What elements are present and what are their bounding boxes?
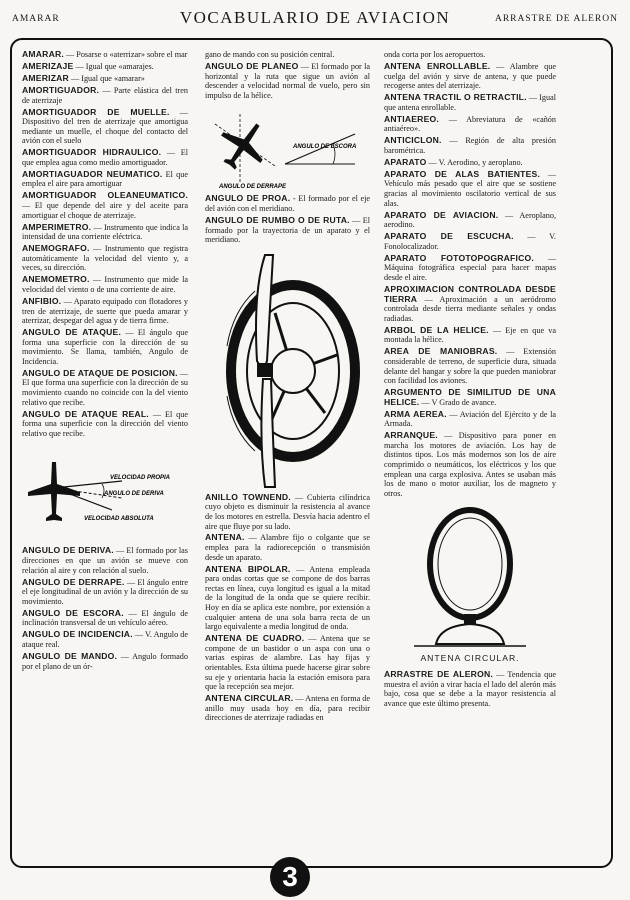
glossary-entry xyxy=(384,50,556,60)
glossary-definition: gano de mando con su posición central. xyxy=(205,50,335,59)
glossary-definition: — Eje en que va montada la hélice. xyxy=(384,325,556,345)
glossary-entry xyxy=(22,244,188,273)
glossary-definition: — El que forma una superficie con la dirección del viento relativo que recibe. xyxy=(22,409,188,438)
label-velocidad-propia: VELOCIDAD PROPIA xyxy=(110,475,171,482)
glossary-term: AMORTIAGUADOR NEUMATICO. xyxy=(22,168,163,179)
glossary-entry xyxy=(384,136,556,155)
glossary-entry xyxy=(384,232,556,251)
page-title: VOCABULARIO DE AVIACION xyxy=(179,8,451,27)
glossary-term: ANGULO DE ATAQUE. xyxy=(22,327,122,338)
glossary-definition: - El formado por el eje del avión con el meridiano. xyxy=(205,194,370,213)
glossary-entry xyxy=(384,347,556,385)
anillo-townend-figure xyxy=(205,251,370,489)
glossary-term: APARATO DE ALAS BATIENTES. xyxy=(384,168,541,179)
townend-ring-illustration xyxy=(205,251,370,489)
glossary-entry xyxy=(22,50,188,60)
glossary-term: ANGULO DE DERIVA. xyxy=(22,545,114,556)
glossary-entry xyxy=(22,275,188,294)
glossary-term: AMORTIGUADOR HIDRAULICO. xyxy=(22,147,162,158)
glossary-entry xyxy=(22,578,188,607)
glossary-definition: — V. Fonolocalizador. xyxy=(384,232,556,251)
glossary-entry xyxy=(22,223,188,242)
glossary-term: ANTENA ENROLLABLE. xyxy=(384,60,491,71)
glossary-term: ANTENA BIPOLAR. xyxy=(205,563,291,574)
glossary-term: ANGULO DE PLANEO xyxy=(205,60,299,71)
glossary-entry xyxy=(205,493,370,531)
glossary-entry xyxy=(205,694,370,723)
glossary-definition: — Tendencia que muestra el avión a virar hacia el lado del alerón más bajo, cosa que se debe a la mayor resistencia al avance que este último presenta. xyxy=(384,669,556,708)
glossary-definition: — El formado por la horizontal y la ruta que sigue un avión al descender a velocidad normal de vuelo, pero sin impulso de la hélice. xyxy=(205,61,370,100)
column-2 xyxy=(205,50,370,725)
glossary-definition: — Región de alta presión barométrica. xyxy=(384,136,556,155)
glossary-entry xyxy=(22,609,188,628)
glossary-term: AMORTIGUADOR. xyxy=(22,84,100,95)
glossary-entry xyxy=(205,194,370,213)
glossary-definition: — Alambre fijo o colgante que se emplea para la radiorecepción o transmisión desde un aparato. xyxy=(205,533,370,562)
glossary-term: ANEMOMETRO. xyxy=(22,274,90,285)
glossary-entry xyxy=(384,326,556,345)
escora-figure xyxy=(205,104,370,190)
glossary-term: ANTENA. xyxy=(205,532,245,543)
glossary-term: AMORTIGUADOR DE MUELLE. xyxy=(22,106,170,117)
glossary-definition: — Alambre que cuelga del avión y sirve de antena, y que puede recogerse antes del aterrizaje. xyxy=(384,61,556,91)
page-header xyxy=(6,8,624,30)
glossary-term: ARMA AEREA. xyxy=(384,408,447,419)
glossary-term: ANTIAEREO. xyxy=(384,113,439,124)
glossary-entry xyxy=(205,62,370,100)
glossary-term: ARRANQUE. xyxy=(384,430,438,441)
glossary-definition: — El ángulo que forma una superficie con la dirección de su movimiento. Se llama, también, Angulo de Incidencia. xyxy=(22,328,188,366)
label-velocidad-absoluta: VELOCIDAD ABSOLUTA xyxy=(84,516,154,523)
glossary-term: AREA DE MANIOBRAS. xyxy=(384,346,498,357)
glossary-definition: — Instrumento que registra automáticamente la velocidad del viento y, a veces, su dirección. xyxy=(22,244,188,273)
glossary-definition: — El formado por las direcciones en que un avión se mueve con relación al aire y con relación al suelo. xyxy=(22,546,188,575)
label-angulo-escora: ANGULO DE ESCORA xyxy=(293,144,357,151)
glossary-entry xyxy=(384,254,556,283)
glossary-entry xyxy=(22,191,188,220)
glossary-definition: — V. Aerodino, y aeroplano. xyxy=(426,157,523,167)
glossary-term: ANEMOGRAFO. xyxy=(22,243,90,254)
glossary-entry xyxy=(384,211,556,230)
glossary-definition: — Dispositivo para poner en marcha los motores de aviación. Los hay de distintos tipos. Los más modernos son los de aire comprimido o neumáticos, los eléctricos y los que emplean una carga explosiva. Antes se usaban más los de mano o motor auxiliar, los de magneto y otros. xyxy=(384,431,556,498)
glossary-entry xyxy=(205,565,370,632)
glossary-entry xyxy=(22,328,188,366)
glossary-definition: — Dispositivo del tren de aterrizaje que amortigua mediante un muelle, el choque del contacto del avión con el suelo xyxy=(22,107,188,146)
glossary-term: ANILLO TOWNEND. xyxy=(205,491,291,502)
glossary-term: ANGULO DE ATAQUE DE POSICION. xyxy=(22,367,178,378)
glossary-term: AMARAR. xyxy=(22,49,64,59)
glossary-definition: onda corta por los aeropuertos. xyxy=(384,50,486,59)
plane-deriva-illustration xyxy=(22,448,188,540)
glossary-definition: — Máquina fotográfica especial para hacer mapas desde el aire. xyxy=(384,253,556,282)
deriva-figure xyxy=(22,448,188,540)
glossary-entry xyxy=(384,388,556,407)
glossary-entry xyxy=(22,369,188,407)
glossary-definition: — El formado por la trayectoria de un aparato y el meridiano. xyxy=(205,215,370,245)
glossary-term: AMERIZAR xyxy=(22,72,69,83)
glossary-definition: — Aparato equipado con flotadores y tren de aterrizaje, de suerte que pueda amarar y aterrizar, despegar del agua y de tierra firme. xyxy=(22,296,188,326)
glossary-entry xyxy=(22,86,188,105)
header-left-word: AMARAR xyxy=(12,14,60,24)
glossary-term: ARBOL DE LA HELICE. xyxy=(384,324,489,335)
glossary-entry xyxy=(205,634,370,692)
glossary-definition: — Aviación del Ejército y de la Armada. xyxy=(384,409,556,429)
glossary-definition: — El que forma una superficie con la dirección de su movimiento cuando no coincide con la del viento relativo que recibe. xyxy=(22,368,189,407)
glossary-term: ANGULO DE ESCORA. xyxy=(22,607,124,618)
glossary-entry xyxy=(22,630,188,649)
glossary-entry xyxy=(384,115,556,134)
glossary-term: APARATO DE ESCUCHA. xyxy=(384,231,514,242)
glossary-term: AMORTIGUADOR OLEANEUMATICO. xyxy=(22,190,188,201)
glossary-definition: — Vehículo más pesado que el aire que se sostiene gracias al movimiento oscilatorio vertical de sus alas. xyxy=(384,169,556,208)
column-1 xyxy=(22,50,188,674)
page-number: 3 xyxy=(270,857,310,897)
glossary-entry xyxy=(22,170,188,189)
glossary-entry xyxy=(384,170,556,208)
glossary-definition: — V. Angulo de ataque real. xyxy=(22,630,189,649)
glossary-definition: — Instrumento que mide la velocidad del viento o de una corriente de aire. xyxy=(22,275,188,294)
glossary-term: ANGULO DE DERRAPE. xyxy=(22,576,125,587)
glossary-entry xyxy=(22,297,188,326)
glossary-definition: El que emplea el aire para amortiguar xyxy=(22,169,188,189)
antena-circular-caption: ANTENA CIRCULAR. xyxy=(420,653,520,664)
glossary-term: ANTENA TRACTIL O RETRACTIL. xyxy=(384,92,527,103)
glossary-definition: — El que depende del aire y del aceite para amortiguar el choque de aterrizaje. xyxy=(22,201,188,220)
glossary-entry xyxy=(22,546,188,575)
glossary-definition: — Angulo formado por el plano de un ór- xyxy=(22,651,188,671)
glossary-entry xyxy=(22,62,188,72)
glossary-entry xyxy=(384,410,556,429)
glossary-entry xyxy=(22,410,188,439)
glossary-entry xyxy=(384,285,556,323)
header-right-word: ARRASTRE DE ALERON xyxy=(494,14,618,24)
glossary-definition: — V Grado de avance. xyxy=(419,397,497,407)
glossary-term: ANTICICLON. xyxy=(384,135,442,146)
glossary-entry xyxy=(205,533,370,562)
glossary-entry xyxy=(384,670,556,708)
label-angulo-derrape: ANGULO DE DERRAPE xyxy=(219,184,287,191)
glossary-definition: — El ángulo entre el eje longitudinal de un avión y la dirección de su movimiento. xyxy=(22,577,188,606)
glossary-term: ANTENA DE CUADRO. xyxy=(205,633,305,644)
glossary-definition: — El que emplea agua como medio amortiguador. xyxy=(22,148,188,167)
glossary-definition: — Extensión considerable de terreno, de superficie dura, situada delante del hangar y sobre la que pueden maniobrar con facilidad los aviones. xyxy=(384,347,556,386)
glossary-term: AMPERIMETRO. xyxy=(22,221,92,232)
glossary-entry xyxy=(22,652,188,671)
glossary-entry xyxy=(384,158,556,168)
glossary-entry xyxy=(384,93,556,112)
glossary-entry xyxy=(22,148,188,167)
glossary-term: APROXIMACION CONTROLADA DESDE TIERRA xyxy=(384,283,556,304)
glossary-definition: — Aproximación a un aeródromo controlada desde tierra mediante señales y ondas radiadas. xyxy=(384,294,556,323)
glossary-term: ANGULO DE PROA. xyxy=(205,193,291,204)
glossary-entry xyxy=(205,50,370,60)
glossary-definition: — El ángulo de inclinación transversal de un vehículo aéreo. xyxy=(22,608,188,628)
glossary-definition: — Antena que se compone de un bastidor o un aspa con una o varias espiras de alambre. Las hay fijas y orientables. Esta última puede hacerse girar sobre su eje y orientaria hacia la estación emisora para que la recepción sea mejor. xyxy=(205,634,370,692)
glossary-term: AMERIZAJE xyxy=(22,60,74,71)
glossary-term: ANGULO DE RUMBO O DE RUTA. xyxy=(205,214,350,225)
glossary-term: ARGUMENTO DE SIMILITUD DE UNA HELICE. xyxy=(384,387,556,407)
glossary-definition: — Antena en forma de anillo muy usada hoy en día, para recibir direcciones de aterrizaje radiadas en xyxy=(205,694,370,723)
glossary-definition: — Instrumento que indica la intensidad de una corriente eléctrica. xyxy=(22,222,188,242)
glossary-term: APARATO FOTOTOPOGRAFICO. xyxy=(384,252,534,263)
column-3 xyxy=(384,50,556,711)
glossary-definition: — Igual que «amarar» xyxy=(68,73,145,83)
antena-circular-figure xyxy=(384,506,556,652)
glossary-entry xyxy=(205,216,370,245)
glossary-term: APARATO xyxy=(384,156,427,167)
glossary-entry xyxy=(384,62,556,91)
glossary-term: ANGULO DE ATAQUE REAL. xyxy=(22,408,149,419)
glossary-definition: — Igual que antena enrollable. xyxy=(384,93,556,112)
glossary-entry xyxy=(22,74,188,84)
glossary-term: APARATO DE AVIACION. xyxy=(384,209,499,220)
glossary-entry xyxy=(384,431,556,498)
glossary-definition: — Parte elástica del tren de aterrizaje xyxy=(22,85,188,105)
glossary-definition: — Antena empleada para ondas cortas que se compone de dos barras rectas en línea, cuya longitud es igual a la mitad de la longitud de la onda que se quiere recibir. Hoy en día se aplica este nombre, por extensión a cualquier antena de una sola barra recta de un largo equivalente a media longitud de onda. xyxy=(205,564,370,632)
circular-antenna-illustration xyxy=(384,506,556,652)
glossary-term: ANFIBIO. xyxy=(22,295,62,306)
plane-escora-illustration xyxy=(205,104,370,190)
glossary-definition: — Posarse o «aterrizar» sobre el mar xyxy=(63,50,188,59)
glossary-entry xyxy=(22,108,188,146)
glossary-definition: — Igual que «amarajes. xyxy=(73,61,154,71)
glossary-term: ARRASTRE DE ALERON. xyxy=(384,668,493,679)
label-angulo-deriva: ANGULO DE DERIVA xyxy=(104,491,164,498)
glossary-term: ANGULO DE INCIDENCIA. xyxy=(22,629,133,640)
glossary-term: ANGULO DE MANDO. xyxy=(22,650,118,661)
glossary-definition: — Abreviatura de «cañón antiaéreo». xyxy=(384,114,556,134)
glossary-term: ANTENA CIRCULAR. xyxy=(205,693,294,704)
glossary-definition: — Cubierta cilíndrica cuyo objeto es disminuir la resistencia al avance de los motores en estrella. Desvía hacia adentro el aire que fluye por su lado. xyxy=(205,492,370,531)
glossary-definition: — Aeroplano, aerodino. xyxy=(384,210,556,230)
